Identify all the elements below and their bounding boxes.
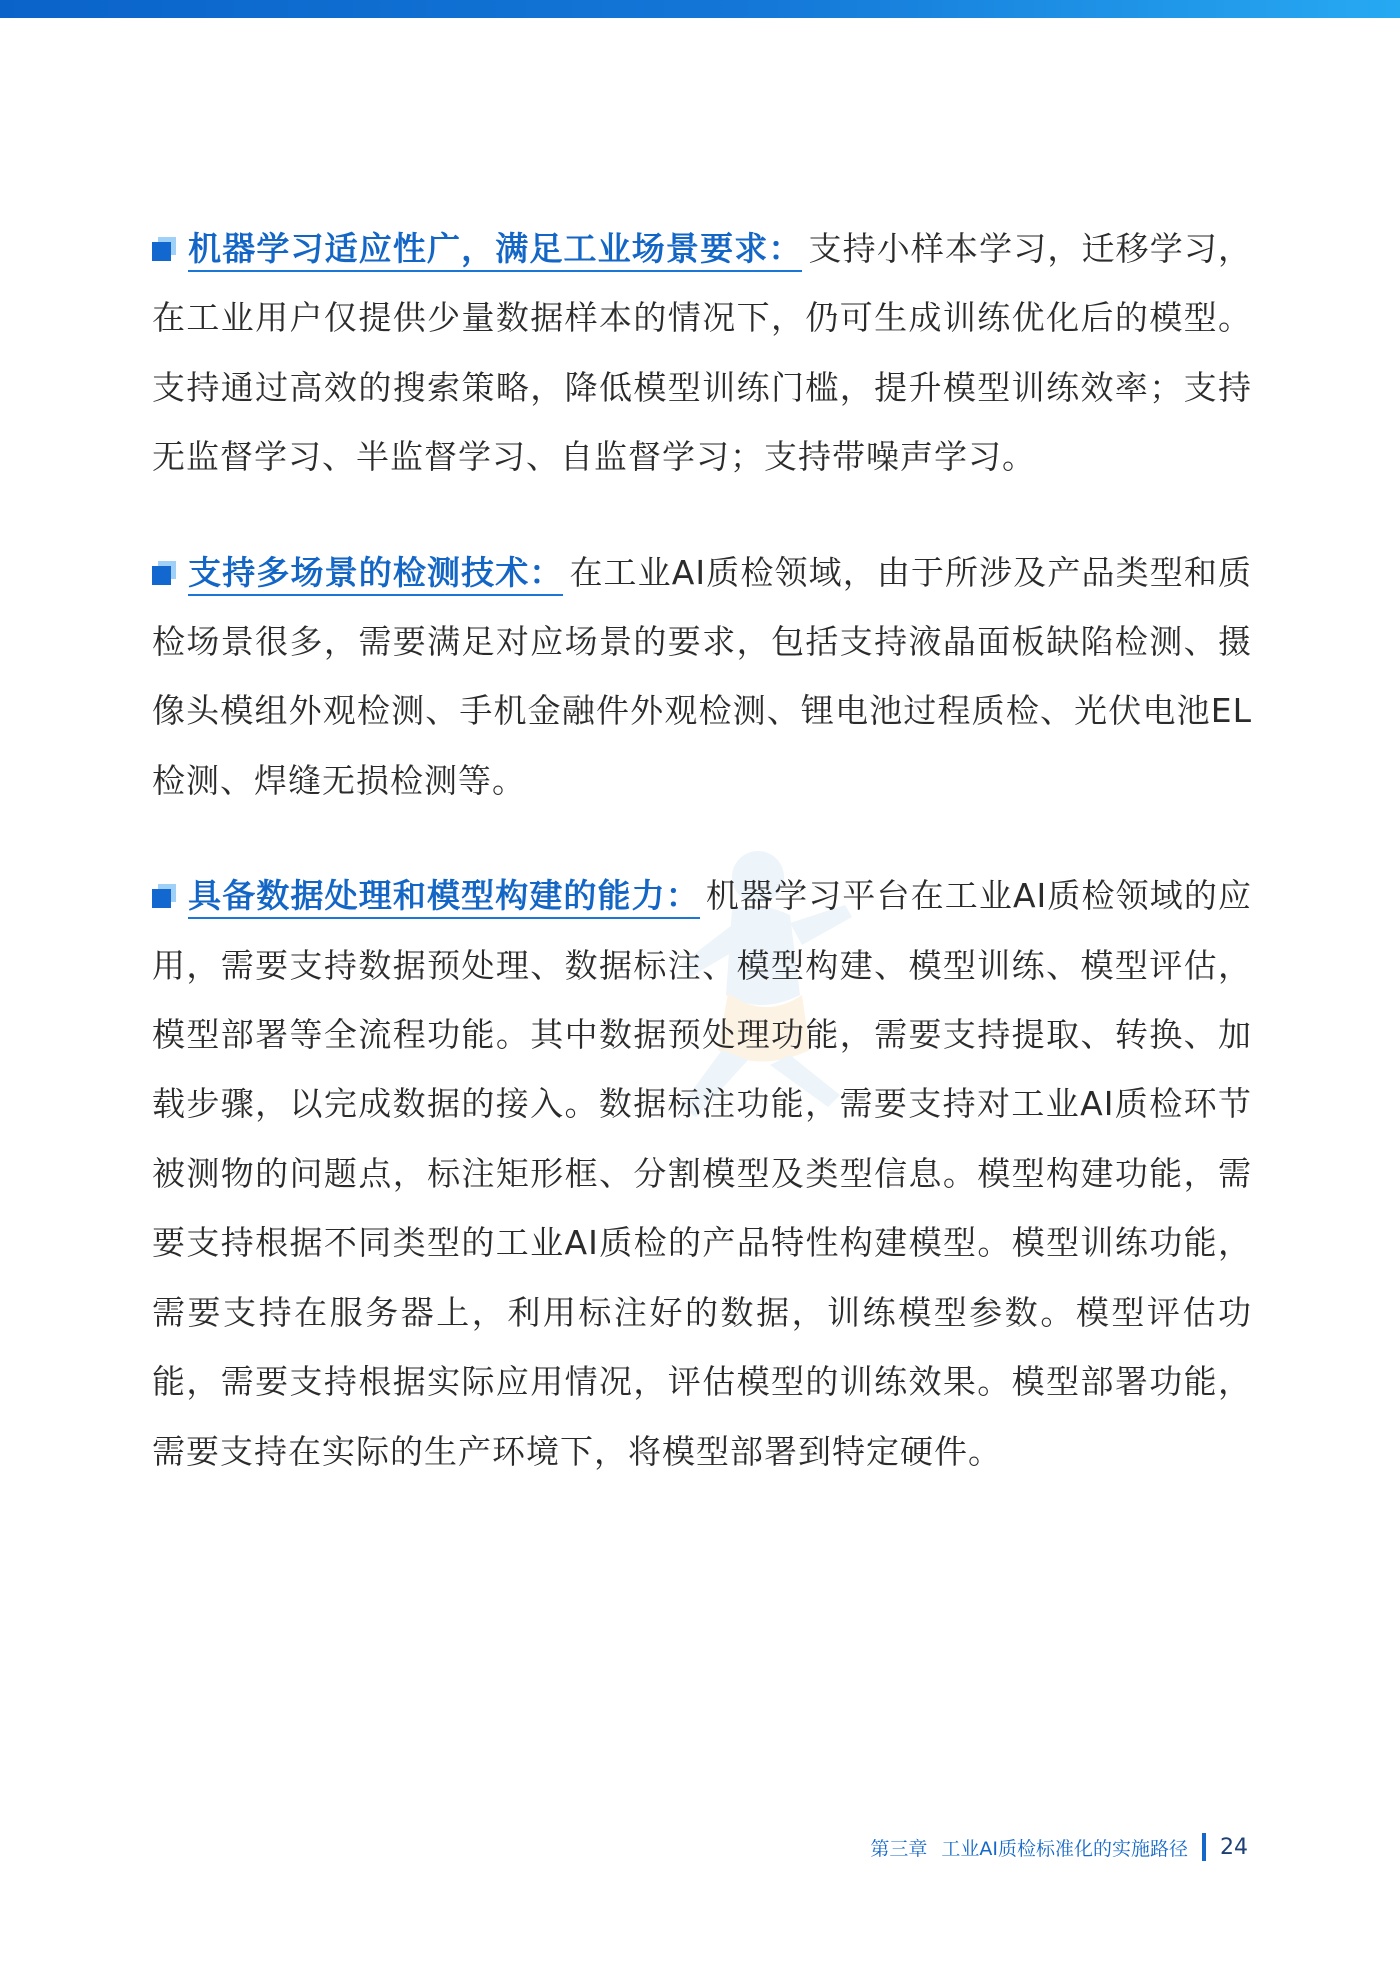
footer-separator: [1202, 1833, 1206, 1861]
section-data-processing-modeling: [152, 861, 1252, 1486]
page-footer: [870, 1830, 1248, 1864]
section-body: 机器学习平台在工业AI质检领域的应用，需要支持数据预处理、数据标注、模型构建、模型训练、模型评估，模型部署等全流程功能。其中数据预处理功能，需要支持提取、转换、加载步骤，以完成数据的接入。数据标注功能，需要支持对工业AI质检环节被测物的问题点，标注矩形框、分割模型及类型信息。模型构建功能，需要支持根据不同类型的工业AI质检的产品特性构建模型。模型训练功能，需要支持在服务器上，利用标注好的数据，训练模型参数。模型评估功能，需要支持根据实际应用情况，评估模型的训练效果。模型部署功能，需要支持在实际的生产环境下，将模型部署到特定硬件。: [152, 876, 1252, 1471]
section-heading: 机器学习适应性广，满足工业场景要求：: [188, 229, 802, 272]
section-body: 在工业AI质检领域，由于所涉及产品类型和质检场景很多，需要满足对应场景的要求，包括支持液晶面板缺陷检测、摄像头模组外观检测、手机金融件外观检测、锂电池过程质检、光伏电池EL检测、焊缝无损检测等。: [152, 552, 1253, 800]
top-color-band: [0, 0, 1400, 18]
page-number: 24: [1220, 1834, 1248, 1860]
section-machine-learning: [152, 214, 1252, 492]
section-body: 支持小样本学习，迁移学习，在工业用户仅提供少量数据样本的情况下，仍可生成训练优化后的模型。支持通过高效的搜索策略，降低模型训练门槛，提升模型训练效率；支持无监督学习、半监督学习、自监督学习；支持带噪声学习。: [152, 229, 1253, 477]
footer-chapter-title: 工业AI质检标准化的实施路径: [941, 1837, 1188, 1860]
section-heading: 具备数据处理和模型构建的能力：: [188, 876, 700, 919]
bullet-square-icon: [152, 237, 180, 261]
main-content: [152, 214, 1252, 1532]
bullet-square-icon: [152, 884, 180, 908]
bullet-square-icon: [152, 561, 180, 585]
section-heading: 支持多场景的检测技术：: [188, 553, 563, 596]
section-multi-scene-detection: [152, 538, 1252, 816]
footer-chapter: 第三章: [870, 1837, 928, 1860]
